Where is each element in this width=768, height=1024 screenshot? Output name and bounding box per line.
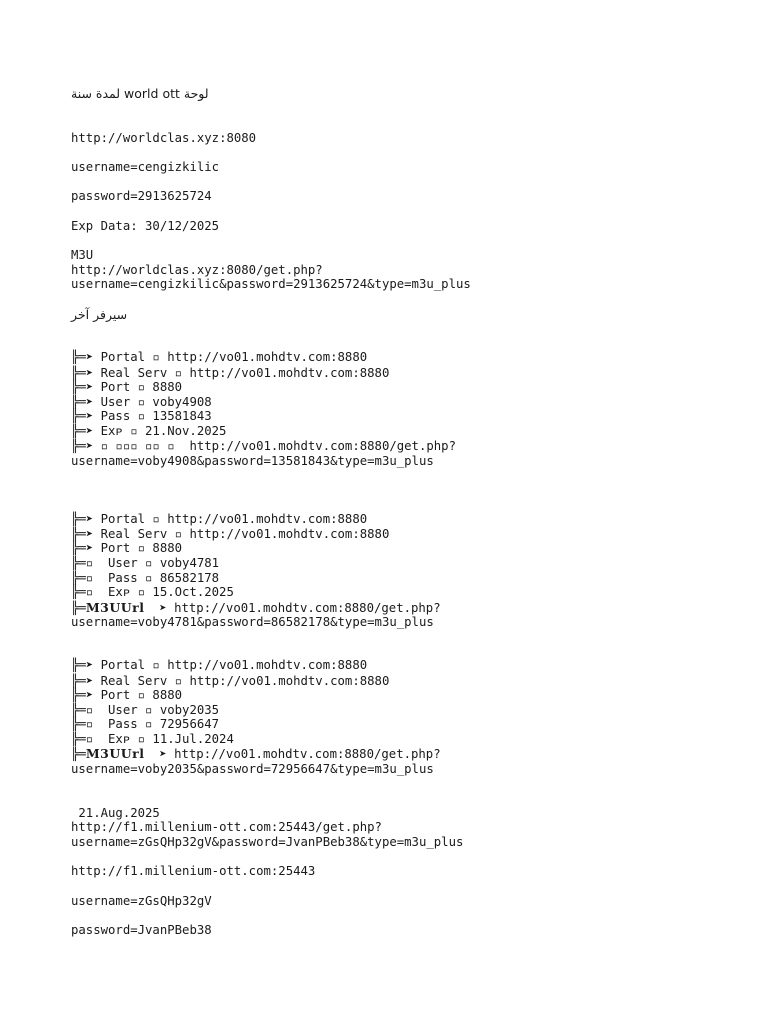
server1-m3u-url: http://worldclas.xyz:8080/get.php? [71,263,323,277]
block2-m3u-prefix: ╠═ [71,601,86,615]
server1-username: username=cengizkilic [71,160,220,174]
block2-portal: ╠═➤ Portal ▫ http://vo01.mohdtv.com:8880 [71,512,368,526]
server1-m3u-url-cont: username=cengizkilic&password=2913625724&type=m3u_plus [71,277,471,291]
block3-m3u-prefix: ╠═ [71,747,86,761]
block3-real-serv: ╠═➤ Real Serv ▫ http://vo01.mohdtv.com:8880 [71,674,390,688]
block2-user: ╠═▫ User ▫ voby4781 [71,556,220,570]
server4-m3u-url: http://f1.millenium-ott.com:25443/get.php? [71,820,382,834]
server4-username: username=zGsQHp32gV [71,894,212,908]
server4-password: password=JvanPBeb38 [71,923,212,937]
server4-m3u-url-cont: username=zGsQHp32gV&password=JvanPBeb38&type=m3u_plus [71,835,464,849]
block2-port: ╠═➤ Port ▫ 8880 [71,541,183,555]
block3-m3u-cont: username=voby2035&password=72956647&type=m3u_plus [71,762,434,776]
block2-pass: ╠═▫ Pass ▫ 86582178 [71,571,220,585]
block3-exp: ╠═▫ Exᴘ ▫ 11.Jul.2024 [71,732,234,746]
block3-port: ╠═➤ Port ▫ 8880 [71,688,183,702]
block2-m3u-url: ➤ http://vo01.mohdtv.com:8880/get.php? [144,601,441,615]
block1-real-serv: ╠═➤ Real Serv ▫ http://vo01.mohdtv.com:8880 [71,366,390,380]
block1-pass: ╠═➤ Pass ▫ 13581843 [71,409,212,423]
block1-m3u: ╠═➤ ▫ ▫▫▫ ▫▫ ▫ http://vo01.mohdtv.com:8880/get.php? [71,439,456,453]
block1-exp: ╠═➤ Exᴘ ▫ 21.Nov.2025 [71,424,227,438]
server1-m3u-label: M3U [71,248,94,262]
panel-title: لوحة world ott لمدة سنة [71,86,209,101]
block2-real-serv: ╠═➤ Real Serv ▫ http://vo01.mohdtv.com:8880 [71,527,390,541]
block2-m3u-label: M3UUrl [85,600,145,615]
block1-m3u-cont: username=voby4908&password=13581843&type=m3u_plus [71,454,434,468]
block2-m3u-cont: username=voby4781&password=86582178&type=m3u_plus [71,615,434,629]
block3-portal: ╠═➤ Portal ▫ http://vo01.mohdtv.com:8880 [71,658,368,672]
block3-m3u [71,746,441,762]
block3-m3u-url: ➤ http://vo01.mohdtv.com:8880/get.php? [144,747,441,761]
block2-m3u [71,600,441,616]
server1-exp: Exp Data: 30/12/2025 [71,219,220,233]
block1-port: ╠═➤ Port ▫ 8880 [71,380,183,394]
block3-pass: ╠═▫ Pass ▫ 72956647 [71,717,220,731]
block3-user: ╠═▫ User ▫ voby2035 [71,703,220,717]
block3-m3u-label: M3UUrl [85,746,145,761]
block1-user: ╠═➤ User ▫ voby4908 [71,395,212,409]
block1-portal: ╠═➤ Portal ▫ http://vo01.mohdtv.com:8880 [71,350,368,364]
block2-exp: ╠═▫ Exᴘ ▫ 15.Oct.2025 [71,585,234,599]
server1-host: http://worldclas.xyz:8080 [71,131,257,145]
other-server-label: سيرفر آخر [71,307,128,322]
server4-date: 21.Aug.2025 [71,806,160,820]
server1-password: password=2913625724 [71,189,212,203]
server4-host: http://f1.millenium-ott.com:25443 [71,864,316,878]
